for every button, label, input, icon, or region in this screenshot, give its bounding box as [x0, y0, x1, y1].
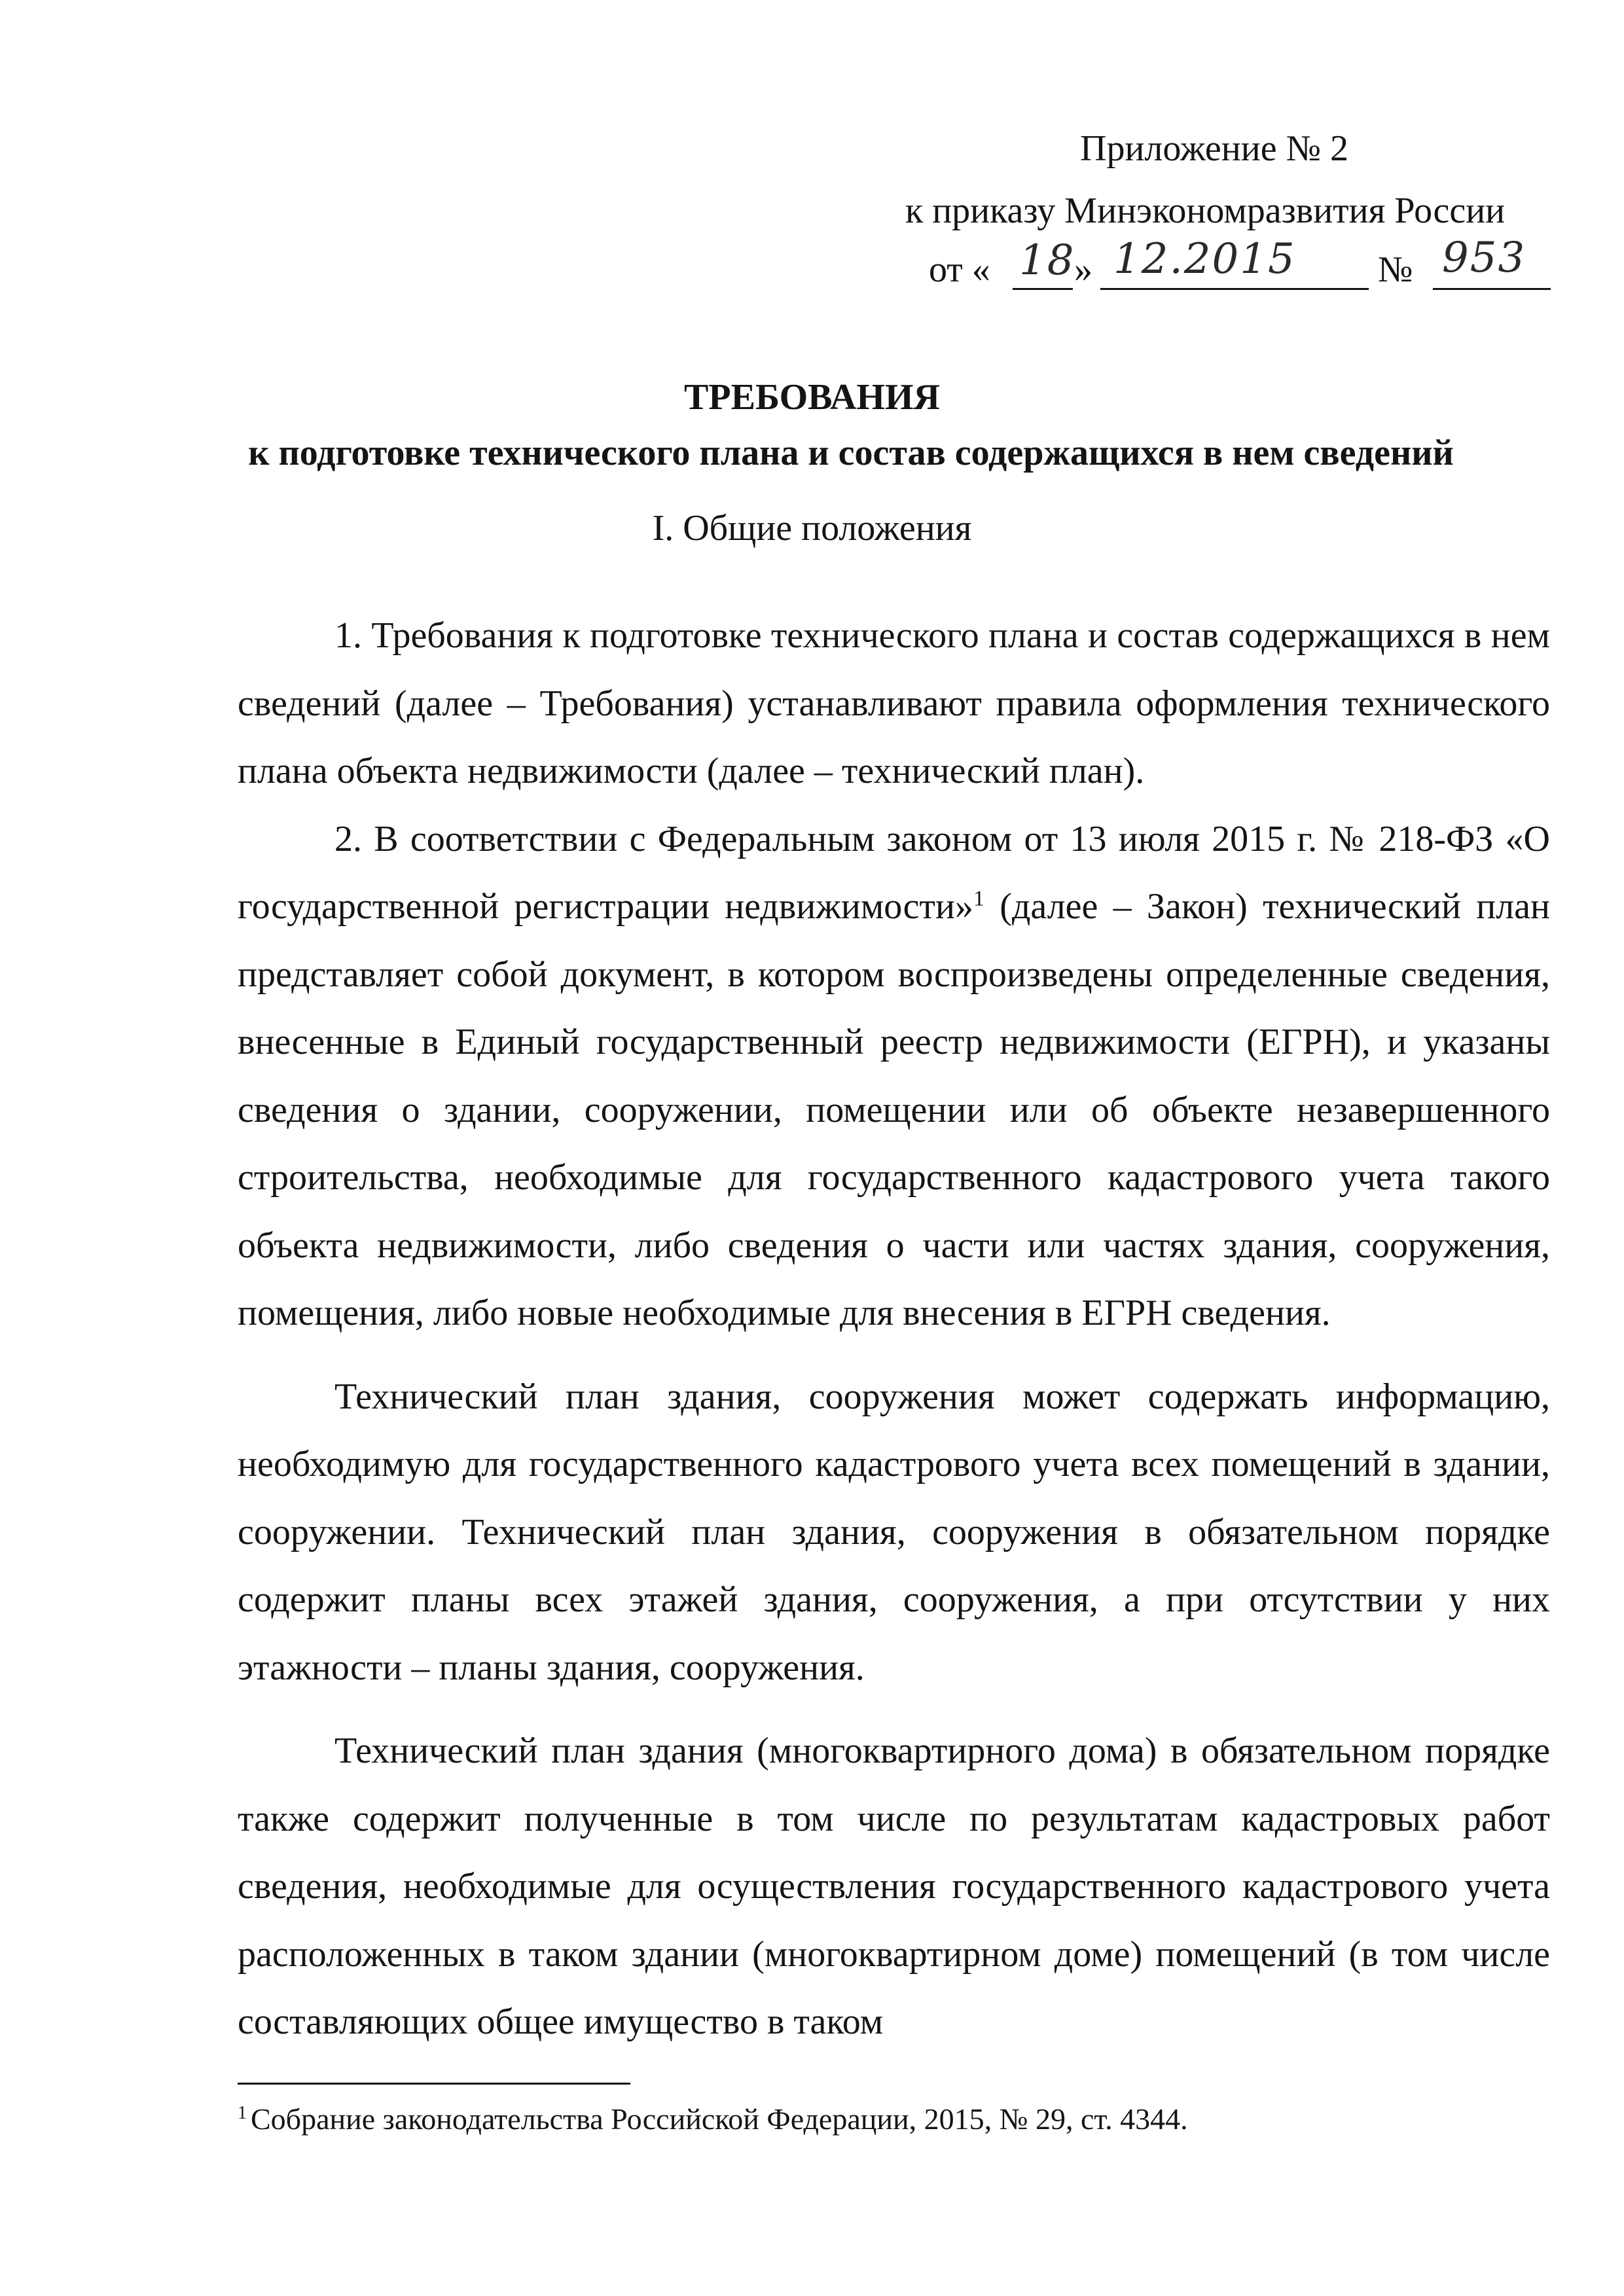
- date-mid: »: [1074, 249, 1092, 290]
- paragraph-2: [238, 806, 1550, 1348]
- paragraph-2-part-a: 2. В соответствии с Федеральным законом от 13 июля 2015 г. № 218-ФЗ «О государственной регистрации недвижимости»: [238, 818, 1550, 927]
- paragraph-2-part-b: (далее – Закон) технический план представляет собой документ, в котором воспроизведены определенные сведения, внесенные в Единый государственный реестр недвижимости (ЕГРН), и указаны сведения о здании, сооружении, помещении или об объекте незавершенного строительства, необходимые для государственного кадастрового учета такого объекта недвижимости, либо сведения о части или частях здания, сооружения, помещения, либо новые необходимые для внесения в ЕГРН сведения.: [238, 886, 1551, 1333]
- paragraph-1: 1. Требования к подготовке технического плана и состав содержащихся в нем сведений (далее – Требования) устанавливают правила оформления технического плана объекта недвижимости (далее – технический план).: [238, 615, 1550, 791]
- document-subtitle: к подготовке технического плана и состав содержащихся в нем сведений: [248, 433, 1454, 473]
- date-prefix: от «: [929, 249, 990, 290]
- order-reference: к приказу Минэкономразвития России: [905, 190, 1506, 231]
- footnote: [238, 2101, 1188, 2138]
- footnote-marker: 1: [238, 2102, 247, 2123]
- footnote-reference: 1: [973, 886, 984, 911]
- handwritten-date: 12.2015: [1113, 235, 1296, 283]
- document-title: ТРЕБОВАНИЯ: [684, 377, 940, 418]
- footnote-divider: [238, 2083, 630, 2085]
- footnote-text: Собрание законодательства Российской Федерации, 2015, № 29, ст. 4344.: [251, 2102, 1188, 2136]
- order-date-line: [929, 234, 1557, 301]
- section-heading: I. Общие положения: [652, 508, 972, 548]
- handwritten-number: 953: [1442, 234, 1526, 282]
- number-label: №: [1378, 249, 1413, 290]
- handwritten-day: 18: [1019, 236, 1075, 285]
- paragraph-4: Технический план здания (многоквартирного дома) в обязательном порядке также содержит полученные в том числе по результатам кадастровых работ сведения, необходимые для осуществления государственного кадастрового учета расположенных в таком здании (многоквартирном доме) помещений (в том числе составляющих общее имущество в таком: [238, 1731, 1550, 2042]
- appendix-label: Приложение № 2: [1080, 128, 1348, 169]
- body-text: [238, 602, 1550, 2056]
- paragraph-3: Технический план здания, сооружения может содержать информацию, необходимую для государственного кадастрового учета всех помещений в здании, сооружении. Технический план здания, сооружения в обязательном порядке содержит планы всех этажей здания, сооружения, а при отсутствии у них этажности – планы здания, сооружения.: [238, 1376, 1550, 1688]
